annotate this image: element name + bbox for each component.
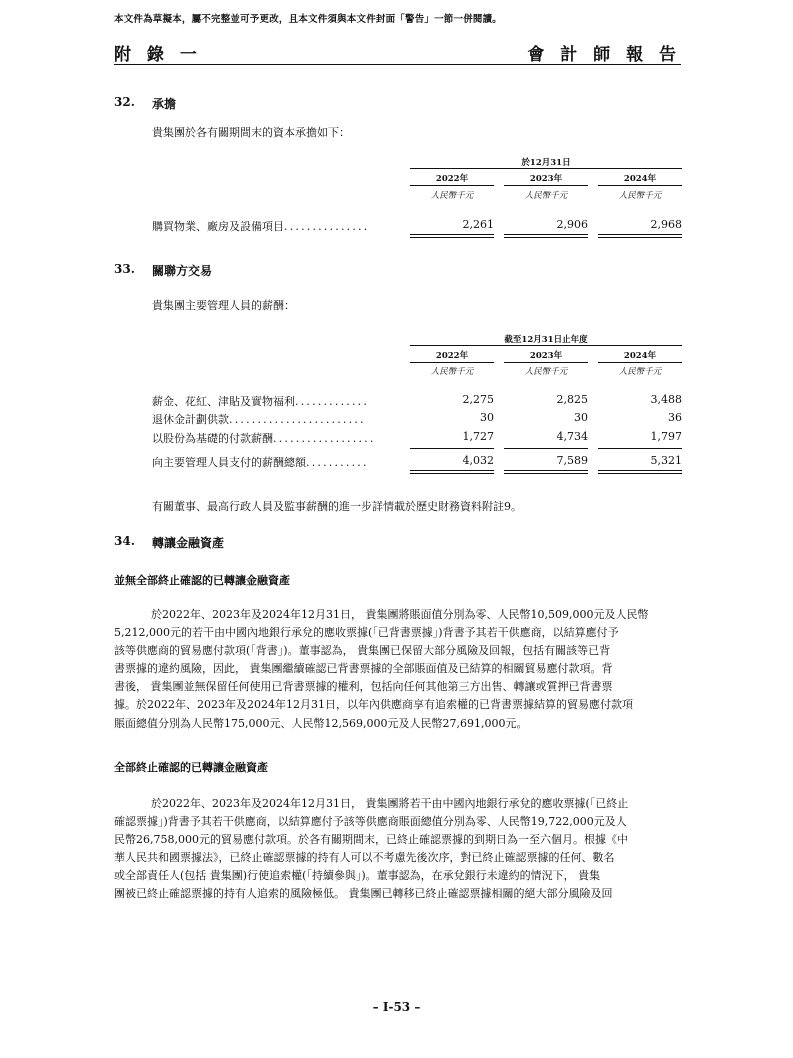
- s33-value: 30: [574, 411, 588, 424]
- s33-col-rule: [504, 362, 588, 363]
- s33-double-rule: [598, 470, 682, 474]
- s32-col-2024: 2024年: [623, 174, 657, 184]
- s33-value: 36: [668, 411, 682, 424]
- s33-value: 1,727: [462, 430, 494, 443]
- s33-total-value: 4,032: [462, 454, 494, 467]
- paragraph-line: 書票據的違約風險，因此， 貴集團繼續確認已背書票據的全部賬面值及已結算的相關貿易應付款項。背: [114, 662, 613, 676]
- s32-double-rule: [410, 234, 494, 238]
- s33-value: 2,275: [462, 393, 494, 406]
- s32-value: 2,906: [556, 218, 588, 231]
- header-rule: [114, 64, 681, 65]
- section-33-note: 有關董事、最高行政人員及監事薪酬的進一步詳情載於歷史財務資料附註9。: [152, 500, 522, 513]
- s32-col-rule: [598, 185, 682, 186]
- s33-row-label-text: 退休金計劃供款: [152, 413, 229, 426]
- s33-col-2022: 2022年: [435, 351, 469, 361]
- s33-row-label: [152, 393, 369, 409]
- s33-col-rule: [598, 362, 682, 363]
- s32-value: 2,261: [462, 218, 494, 231]
- s33-total-label-text: 向主要管理人員支付的薪酬總額: [152, 456, 306, 469]
- page-number: – I-53 –: [372, 1000, 421, 1014]
- dot-leader: ...........: [306, 456, 369, 469]
- s33-sum-rule: [598, 448, 682, 449]
- s32-double-rule: [598, 234, 682, 238]
- s33-value: 1,797: [650, 430, 682, 443]
- paragraph-line: 確認票據」)背書予其若干供應商，以結算應付予該等供應商賬面總值分別為零、人民幣19,722,000元及人: [114, 815, 627, 829]
- s32-unit: 人民幣千元: [618, 191, 662, 201]
- appendix-title: 附 錄 一: [114, 45, 202, 65]
- paragraph-line: 團被已終止確認票據的持有人追索的風險極低。 貴集團已轉移已終止確認票據相關的絕大部分風險及回: [114, 887, 613, 901]
- s33-col-rule: [410, 362, 494, 363]
- paragraph-line: 書後， 貴集團並無保留任何使用已背書票據的權利，包括向任何其他第三方出售、轉讓或質押已背書票: [114, 680, 613, 694]
- dot-leader: ...............: [284, 220, 370, 233]
- s32-double-rule: [504, 234, 588, 238]
- s33-total-value: 5,321: [650, 454, 682, 467]
- paragraph-line: 於2022年、2023年及2024年12月31日， 貴集團將賬面值分別為零、人民幣10,509,000元及人民幣: [151, 608, 649, 621]
- s33-unit: 人民幣千元: [430, 367, 474, 377]
- s32-col-rule: [410, 185, 494, 186]
- s33-value: 4,734: [556, 430, 588, 443]
- section-32-title: 承擔: [152, 97, 177, 111]
- paragraph-line: 於2022年、2023年及2024年12月31日， 貴集團將若干由中國內地銀行承兌的應收票據(「已終止: [151, 797, 629, 810]
- paragraph-line: 5,212,000元的若干由中國內地銀行承兌的應收票據(「已背書票據」)背書予其若干供應商，以結算應付予: [114, 626, 619, 640]
- s32-group-rule: [410, 168, 682, 169]
- s33-row-label-text: 薪金、花紅、津貼及實物福利: [152, 395, 295, 408]
- paragraph-line: 該等供應商的貿易應付款項(「背書」)。董事認為， 貴集團已保留大部分風險及回報，包括有關該等已背: [114, 644, 611, 658]
- paragraph-line: 據。於2022年、2023年及2024年12月31日，以年內供應商享有追索權的已背書票據結算的貿易應付款項: [114, 698, 633, 712]
- s33-sum-rule: [504, 448, 588, 449]
- s32-col-2022: 2022年: [435, 174, 469, 184]
- subsection-derecognised-title: 全部終止確認的已轉讓金融資產: [114, 761, 268, 774]
- section-33-intro: 貴集團主要管理人員的薪酬：: [152, 299, 295, 312]
- dot-leader: ..................: [273, 432, 376, 445]
- s32-row-label-text: 購買物業、廠房及設備項目: [152, 220, 284, 233]
- s33-value: 2,825: [556, 393, 588, 406]
- paragraph-line: 或全部責任人(包括 貴集團)行使追索權(「持續參與」)。董事認為，在承兌銀行未違約的情況下， 貴集: [114, 869, 601, 883]
- paragraph-line: 民幣26,758,000元的貿易應付款項。於各有關期間末，已終止確認票據的到期日為一至六個月。根據《中: [114, 833, 628, 847]
- s33-total-value: 7,589: [556, 454, 588, 467]
- section-32-number: 32.: [114, 95, 135, 109]
- s32-group-header: 於12月31日: [521, 158, 571, 168]
- section-34-title: 轉讓金融資產: [152, 536, 225, 550]
- section-33-title: 關聯方交易: [152, 264, 213, 278]
- subsection-not-derecognised-paragraph: [114, 606, 682, 733]
- s33-col-2023: 2023年: [529, 351, 563, 361]
- s32-unit: 人民幣千元: [430, 191, 474, 201]
- paragraph-line: 賬面總值分別為人民幣175,000元、人民幣12,569,000元及人民幣27,691,000元。: [114, 716, 528, 730]
- dot-leader: ........................: [229, 413, 366, 426]
- report-title: 會 計 師 報 告: [527, 45, 681, 65]
- s33-row-label-text: 以股份為基礎的付款薪酬: [152, 432, 273, 445]
- subsection-not-derecognised-title: 並無全部終止確認的已轉讓金融資產: [114, 574, 290, 587]
- s33-row-label: [152, 411, 366, 427]
- subsection-derecognised-paragraph: [114, 795, 682, 904]
- s32-value: 2,968: [650, 218, 682, 231]
- s33-unit: 人民幣千元: [524, 367, 568, 377]
- s33-unit: 人民幣千元: [618, 367, 662, 377]
- s32-row-label: [152, 218, 369, 234]
- dot-leader: .............: [295, 395, 370, 408]
- s33-row-label: [152, 430, 376, 446]
- s33-value: 30: [480, 411, 494, 424]
- paragraph-line: 華人民共和國票據法》，已終止確認票據的持有人可以不考慮先後次序，對已終止確認票據的任何、數名: [114, 851, 615, 865]
- s33-total-label: [152, 454, 369, 470]
- s33-double-rule: [504, 470, 588, 474]
- s33-group-header: 截至12月31日止年度: [504, 335, 588, 345]
- s32-unit: 人民幣千元: [524, 191, 568, 201]
- s33-sum-rule: [410, 448, 494, 449]
- section-32-intro: 貴集團於各有關期間末的資本承擔如下：: [152, 126, 350, 139]
- s33-col-2024: 2024年: [623, 351, 657, 361]
- section-33-number: 33.: [114, 262, 135, 276]
- s33-group-rule: [410, 345, 682, 346]
- s33-value: 3,488: [650, 393, 682, 406]
- s32-col-rule: [504, 185, 588, 186]
- s33-double-rule: [410, 470, 494, 474]
- section-34-number: 34.: [114, 534, 135, 548]
- draft-note: 本文件為草擬本，屬不完整並可予更改，且本文件須與本文件封面「警告」一節一併閱讀。: [114, 14, 503, 25]
- s32-col-2023: 2023年: [529, 174, 563, 184]
